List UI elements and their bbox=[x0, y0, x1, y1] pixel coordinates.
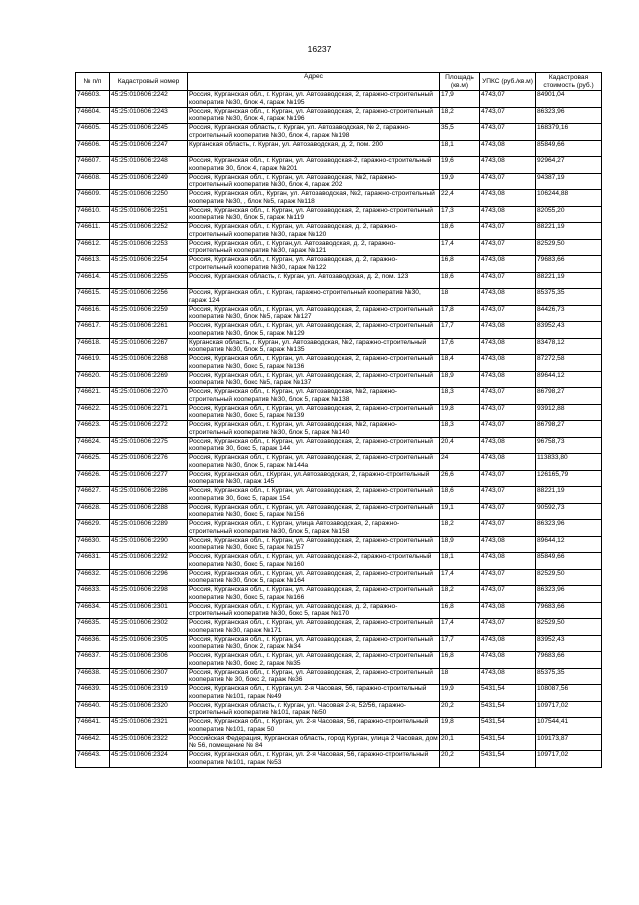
area: 16,8 bbox=[440, 652, 480, 669]
area: 16,8 bbox=[440, 256, 480, 273]
address: Россия, Курганская обл., г. Курган, ул. 2-я Часовая, 56, гаражно-строительный кооператив №101, гараж 50 bbox=[188, 718, 440, 735]
cadastral-cost: 90592,73 bbox=[536, 503, 602, 520]
area: 18 bbox=[440, 668, 480, 685]
cadastral-cost: 106244,88 bbox=[536, 190, 602, 207]
area: 19,1 bbox=[440, 503, 480, 520]
address: Россия, Курганская обл., г. Курган, ул. Автозаводская, 2, гаражно-строительный кооператив №30, блок 5, гараж №119 bbox=[188, 206, 440, 223]
address: Россия, Курганская обл., г. Курган, ул. Автозаводская, д. 2, гаражно-строительный кооператив №30, бокс 5, гараж №170 bbox=[188, 602, 440, 619]
cadastral-number: 45:25:010606:2306 bbox=[110, 652, 188, 669]
cadastral-number: 45:25:010606:2248 bbox=[110, 157, 188, 174]
upks: 4743,08 bbox=[480, 652, 536, 669]
address: Россия, Курганская обл., г. Курган, ул. Автозаводская, №2, гаражно-строительный кооператив №30, блок 5, гараж №140 bbox=[188, 421, 440, 438]
area: 24 bbox=[440, 454, 480, 471]
cadastral-value-table bbox=[75, 72, 602, 768]
upks: 4743,08 bbox=[480, 338, 536, 355]
cadastral-cost: 85849,66 bbox=[536, 140, 602, 157]
cadastral-number: 45:25:010606:2255 bbox=[110, 272, 188, 289]
row-num: 746609. bbox=[76, 190, 110, 207]
table-header-row bbox=[76, 73, 602, 91]
cadastral-number: 45:25:010606:2252 bbox=[110, 223, 188, 240]
table-row bbox=[76, 256, 602, 273]
upks: 5431,54 bbox=[480, 701, 536, 718]
cadastral-number: 45:25:010606:2242 bbox=[110, 91, 188, 108]
upks: 4743,08 bbox=[480, 322, 536, 339]
upks: 5431,54 bbox=[480, 734, 536, 751]
cadastral-cost: 113833,80 bbox=[536, 454, 602, 471]
area: 19,9 bbox=[440, 685, 480, 702]
row-num: 746634. bbox=[76, 602, 110, 619]
cadastral-cost: 86323,96 bbox=[536, 107, 602, 124]
upks: 4743,07 bbox=[480, 487, 536, 504]
row-num: 746637. bbox=[76, 652, 110, 669]
cadastral-number: 45:25:010606:2292 bbox=[110, 553, 188, 570]
header-area: Площадь (кв.м) bbox=[440, 73, 480, 91]
table-row bbox=[76, 388, 602, 405]
upks: 4743,07 bbox=[480, 404, 536, 421]
row-num: 746613. bbox=[76, 256, 110, 273]
upks: 4743,08 bbox=[480, 355, 536, 372]
cadastral-number: 45:25:010606:2290 bbox=[110, 536, 188, 553]
upks: 4743,07 bbox=[480, 239, 536, 256]
row-num: 746633. bbox=[76, 586, 110, 603]
cadastral-number: 45:25:010606:2322 bbox=[110, 734, 188, 751]
cadastral-number: 45:25:010606:2250 bbox=[110, 190, 188, 207]
upks: 4743,07 bbox=[480, 586, 536, 603]
area: 19,8 bbox=[440, 718, 480, 735]
address: Россия, Курганская обл., г. Курган, ул. Автозаводская, д. 2, гаражно-строительный кооператив №30, гараж №122 bbox=[188, 256, 440, 273]
cadastral-number: 45:25:010606:2275 bbox=[110, 437, 188, 454]
table-row bbox=[76, 421, 602, 438]
table-row bbox=[76, 338, 602, 355]
cadastral-number: 45:25:010606:2319 bbox=[110, 685, 188, 702]
table-row bbox=[76, 536, 602, 553]
area: 17,6 bbox=[440, 338, 480, 355]
table-row bbox=[76, 239, 602, 256]
row-num: 746639. bbox=[76, 685, 110, 702]
row-num: 746638. bbox=[76, 668, 110, 685]
upks: 4743,07 bbox=[480, 421, 536, 438]
table-row bbox=[76, 206, 602, 223]
area: 17,7 bbox=[440, 322, 480, 339]
cadastral-cost: 93912,88 bbox=[536, 404, 602, 421]
table-row bbox=[76, 289, 602, 306]
cadastral-cost: 79683,66 bbox=[536, 602, 602, 619]
table-row bbox=[76, 173, 602, 190]
cadastral-cost: 109717,02 bbox=[536, 701, 602, 718]
cadastral-cost: 83478,12 bbox=[536, 338, 602, 355]
cadastral-number: 45:25:010606:2268 bbox=[110, 355, 188, 372]
cadastral-number: 45:25:010606:2261 bbox=[110, 322, 188, 339]
row-num: 746636. bbox=[76, 635, 110, 652]
cadastral-number: 45:25:010606:2324 bbox=[110, 751, 188, 768]
upks: 4743,07 bbox=[480, 107, 536, 124]
row-num: 746611. bbox=[76, 223, 110, 240]
upks: 5431,54 bbox=[480, 685, 536, 702]
cadastral-number: 45:25:010606:2288 bbox=[110, 503, 188, 520]
area: 18,6 bbox=[440, 272, 480, 289]
upks: 4743,07 bbox=[480, 520, 536, 537]
table-row bbox=[76, 520, 602, 537]
address: Россия, Курганская обл., г. Курган, улица Автозаводская, 2, гаражно-строительный кооператив №30, блок 5, гараж №158 bbox=[188, 520, 440, 537]
cadastral-number: 45:25:010606:2256 bbox=[110, 289, 188, 306]
cadastral-cost: 85375,35 bbox=[536, 668, 602, 685]
table-row bbox=[76, 652, 602, 669]
table-row bbox=[76, 718, 602, 735]
address: Россия, Курганская обл., г. Курган, ул. Автозаводская, 2, гаражно-строительный кооператив №30, блок 5, гараж №129 bbox=[188, 322, 440, 339]
area: 19,9 bbox=[440, 173, 480, 190]
upks: 4743,07 bbox=[480, 272, 536, 289]
table-row bbox=[76, 272, 602, 289]
page-number: 16237 bbox=[307, 44, 332, 54]
upks: 5431,54 bbox=[480, 751, 536, 768]
cadastral-number: 45:25:010606:2276 bbox=[110, 454, 188, 471]
cadastral-cost: 109173,87 bbox=[536, 734, 602, 751]
row-num: 746640. bbox=[76, 701, 110, 718]
upks: 4743,08 bbox=[480, 635, 536, 652]
cadastral-number: 45:25:010606:2249 bbox=[110, 173, 188, 190]
cadastral-cost: 168379,16 bbox=[536, 124, 602, 141]
row-num: 746631. bbox=[76, 553, 110, 570]
cadastral-cost: 84426,73 bbox=[536, 305, 602, 322]
address: Россия, Курганская обл., г. Курган, ул. Автозаводская, 2, гаражно-строительный кооператив №30, бокс 5, гараж №139 bbox=[188, 404, 440, 421]
upks: 4743,08 bbox=[480, 454, 536, 471]
address: Россия, Курганская обл., г. Курган, ул. Автозаводская, 2, гаражно-строительный кооператив №30, бокс 5, гараж №156 bbox=[188, 503, 440, 520]
cadastral-cost: 85375,35 bbox=[536, 289, 602, 306]
row-num: 746621. bbox=[76, 388, 110, 405]
upks: 4743,08 bbox=[480, 437, 536, 454]
address: Россия, Курганская обл., г. Курган, гаражно-строительный кооператив №30, гараж 124 bbox=[188, 289, 440, 306]
cadastral-number: 45:25:010606:2254 bbox=[110, 256, 188, 273]
table-row bbox=[76, 487, 602, 504]
row-num: 746622. bbox=[76, 404, 110, 421]
row-num: 746630. bbox=[76, 536, 110, 553]
address: Россия, Курганская область, г. Курган, ул. Автозаводская, д. 2, пом. 123 bbox=[188, 272, 440, 289]
area: 19,8 bbox=[440, 404, 480, 421]
cadastral-cost: 126165,79 bbox=[536, 470, 602, 487]
row-num: 746606. bbox=[76, 140, 110, 157]
upks: 4743,08 bbox=[480, 289, 536, 306]
address: Россия, Курганская обл., г. Курган, ул. Автозаводская, 2, гаражно-строительный кооператив №30, блок 4, гараж №195 bbox=[188, 91, 440, 108]
row-num: 746623. bbox=[76, 421, 110, 438]
row-num: 746642. bbox=[76, 734, 110, 751]
cadastral-cost: 87272,58 bbox=[536, 355, 602, 372]
upks: 4743,07 bbox=[480, 388, 536, 405]
cadastral-number: 45:25:010606:2259 bbox=[110, 305, 188, 322]
address: Россия, Курганская обл., г. Курган, ул. Автозаводская, 2, гаражно-строительный кооператив №30, бокс №5, гараж №137 bbox=[188, 371, 440, 388]
table-row bbox=[76, 371, 602, 388]
upks: 4743,07 bbox=[480, 503, 536, 520]
cadastral-cost: 107544,41 bbox=[536, 718, 602, 735]
cadastral-number: 45:25:010606:2320 bbox=[110, 701, 188, 718]
address: Россия, Курганская обл., г. Курган, ул. Автозаводская, 2, гаражно-строительный кооператив №30, гараж №171 bbox=[188, 619, 440, 636]
area: 22,4 bbox=[440, 190, 480, 207]
table-row bbox=[76, 404, 602, 421]
header-cadastral-cost: Кадастровая стоимость (руб.) bbox=[536, 73, 602, 91]
area: 16,8 bbox=[440, 602, 480, 619]
header-address: Адрес bbox=[188, 73, 440, 91]
cadastral-number: 45:25:010606:2289 bbox=[110, 520, 188, 537]
row-num: 746625. bbox=[76, 454, 110, 471]
cadastral-cost: 79683,66 bbox=[536, 256, 602, 273]
upks: 4743,08 bbox=[480, 602, 536, 619]
area: 26,6 bbox=[440, 470, 480, 487]
row-num: 746617. bbox=[76, 322, 110, 339]
row-num: 746615. bbox=[76, 289, 110, 306]
upks: 4743,08 bbox=[480, 206, 536, 223]
area: 18,4 bbox=[440, 355, 480, 372]
table-row bbox=[76, 701, 602, 718]
upks: 4743,08 bbox=[480, 157, 536, 174]
cadastral-cost: 79683,66 bbox=[536, 652, 602, 669]
area: 18,3 bbox=[440, 388, 480, 405]
area: 35,5 bbox=[440, 124, 480, 141]
area: 18,1 bbox=[440, 553, 480, 570]
table-row bbox=[76, 586, 602, 603]
cadastral-cost: 92964,27 bbox=[536, 157, 602, 174]
upks: 4743,08 bbox=[480, 140, 536, 157]
table-row bbox=[76, 91, 602, 108]
area: 18,9 bbox=[440, 536, 480, 553]
cadastral-number: 45:25:010606:2296 bbox=[110, 569, 188, 586]
row-num: 746619. bbox=[76, 355, 110, 372]
area: 18,2 bbox=[440, 107, 480, 124]
address: Россия, Курганская обл., г.Курган, ул.Автозаводская, 2, гаражно-строительный кооператив №30, гараж 145 bbox=[188, 470, 440, 487]
cadastral-cost: 85849,66 bbox=[536, 553, 602, 570]
row-num: 746632. bbox=[76, 569, 110, 586]
address: Россия, Курганская область, г. Курган, ул. Автозаводская, № 2, гаражно-строительный кооператив №30, блок 4, гараж №198 bbox=[188, 124, 440, 141]
area: 17,4 bbox=[440, 239, 480, 256]
table-row bbox=[76, 734, 602, 751]
row-num: 746605. bbox=[76, 124, 110, 141]
row-num: 746629. bbox=[76, 520, 110, 537]
cadastral-number: 45:25:010606:2305 bbox=[110, 635, 188, 652]
table-row bbox=[76, 602, 602, 619]
cadastral-cost: 82529,50 bbox=[536, 619, 602, 636]
row-num: 746624. bbox=[76, 437, 110, 454]
cadastral-number: 45:25:010606:2272 bbox=[110, 421, 188, 438]
area: 17,9 bbox=[440, 91, 480, 108]
cadastral-cost: 82529,50 bbox=[536, 239, 602, 256]
upks: 4743,08 bbox=[480, 256, 536, 273]
area: 19,6 bbox=[440, 157, 480, 174]
address: Россия, Курганская обл., г. Курган, ул. Автозаводская, 2, гаражно-строительный кооператив 30, бокс 5, гараж 154 bbox=[188, 487, 440, 504]
row-num: 746626. bbox=[76, 470, 110, 487]
address: Россия, Курганская обл., г. Курган, ул. Автозаводская, 2, гаражно-строительный кооператив № 30, бокс 2, гараж №36 bbox=[188, 668, 440, 685]
row-num: 746627. bbox=[76, 487, 110, 504]
row-num: 746616. bbox=[76, 305, 110, 322]
table-row bbox=[76, 140, 602, 157]
row-num: 746610. bbox=[76, 206, 110, 223]
cadastral-cost: 88221,19 bbox=[536, 272, 602, 289]
table-row bbox=[76, 305, 602, 322]
row-num: 746603. bbox=[76, 91, 110, 108]
address: Россия, Курганская обл., г. Курган, ул. Автозаводская, 2, гаражно-строительный кооператив №30, блок 5, гараж №164 bbox=[188, 569, 440, 586]
area: 20,1 bbox=[440, 734, 480, 751]
table-row bbox=[76, 107, 602, 124]
address: Россия, Курганская обл., г. Курган, ул. Автозаводская, 2, гаражно-строительный кооператив №30, блок 5, гараж №144а bbox=[188, 454, 440, 471]
address: Россия, Курганская обл., г. Курган,ул. Автозаводская, д. 2, гаражно-строительный кооператив №30, гараж №121 bbox=[188, 239, 440, 256]
cadastral-cost: 108087,56 bbox=[536, 685, 602, 702]
cadastral-cost: 86798,27 bbox=[536, 421, 602, 438]
table-row bbox=[76, 685, 602, 702]
table-row bbox=[76, 751, 602, 768]
area: 18,3 bbox=[440, 421, 480, 438]
cadastral-number: 45:25:010606:2245 bbox=[110, 124, 188, 141]
header-upks: УПКС (руб./кв.м) bbox=[480, 73, 536, 91]
upks: 4743,07 bbox=[480, 619, 536, 636]
area: 18,9 bbox=[440, 371, 480, 388]
table-row bbox=[76, 190, 602, 207]
upks: 4743,07 bbox=[480, 91, 536, 108]
table-body bbox=[76, 91, 602, 768]
upks: 4743,07 bbox=[480, 470, 536, 487]
area: 17,8 bbox=[440, 305, 480, 322]
table-row bbox=[76, 157, 602, 174]
area: 20,4 bbox=[440, 437, 480, 454]
cadastral-number: 45:25:010606:2269 bbox=[110, 371, 188, 388]
address: Россия, Курганская обл., г. Курган, ул. Автозаводская, №2, гаражно-строительный кооператив №30, блок 5, гараж №138 bbox=[188, 388, 440, 405]
address: Россия, Курганская обл., г. Курган, ул. Автозаводская, д. 2, гаражно-строительный кооператив №30, гараж №120 bbox=[188, 223, 440, 240]
table-row bbox=[76, 322, 602, 339]
row-num: 746641. bbox=[76, 718, 110, 735]
table-row bbox=[76, 668, 602, 685]
row-num: 746614. bbox=[76, 272, 110, 289]
table-row bbox=[76, 355, 602, 372]
address: Курганская область, г. Курган, ул. Автозаводская, №2, гаражно-строительный кооператив №30, блок 5, гараж №135 bbox=[188, 338, 440, 355]
area: 18,6 bbox=[440, 223, 480, 240]
cadastral-cost: 89644,12 bbox=[536, 536, 602, 553]
upks: 4743,08 bbox=[480, 668, 536, 685]
cadastral-number: 45:25:010606:2247 bbox=[110, 140, 188, 157]
cadastral-number: 45:25:010606:2270 bbox=[110, 388, 188, 405]
cadastral-number: 45:25:010606:2267 bbox=[110, 338, 188, 355]
table-row bbox=[76, 635, 602, 652]
cadastral-cost: 86798,27 bbox=[536, 388, 602, 405]
upks: 4743,07 bbox=[480, 569, 536, 586]
cadastral-cost: 82055,20 bbox=[536, 206, 602, 223]
cadastral-number: 45:25:010606:2271 bbox=[110, 404, 188, 421]
area: 18,6 bbox=[440, 487, 480, 504]
address: Россия, Курганская обл., г. Курган, ул. Автозаводская, 2, гаражно-строительный кооператив №30, бокс 2, гараж №35 bbox=[188, 652, 440, 669]
row-num: 746618. bbox=[76, 338, 110, 355]
area: 17,4 bbox=[440, 569, 480, 586]
cadastral-number: 45:25:010606:2321 bbox=[110, 718, 188, 735]
address: Курганская область, г. Курган, ул. Автозаводская, д. 2, пом. 200 bbox=[188, 140, 440, 157]
row-num: 746608. bbox=[76, 173, 110, 190]
cadastral-number: 45:25:010606:2301 bbox=[110, 602, 188, 619]
address: Россия, Курганская обл., г. Курган, ул. Автозаводская, 2, гаражно-строительный кооператив №30, блок 4, гараж №196 bbox=[188, 107, 440, 124]
address: Россия, Курганская обл., г. Курган, ул. Автозаводская, 2, гаражно-строительный кооператив 30, бокс 5, гараж 144 bbox=[188, 437, 440, 454]
area: 18,2 bbox=[440, 520, 480, 537]
area: 17,4 bbox=[440, 619, 480, 636]
cadastral-cost: 83952,43 bbox=[536, 635, 602, 652]
cadastral-number: 45:25:010606:2307 bbox=[110, 668, 188, 685]
address: Россия, Курганская обл., г. Курган, ул. Автозаводская, 2, гаражно-строительный кооператив №30, бокс 5, гараж №157 bbox=[188, 536, 440, 553]
row-num: 746643. bbox=[76, 751, 110, 768]
cadastral-number: 45:25:010606:2277 bbox=[110, 470, 188, 487]
row-num: 746635. bbox=[76, 619, 110, 636]
cadastral-cost: 88221,19 bbox=[536, 487, 602, 504]
upks: 4743,07 bbox=[480, 223, 536, 240]
area: 18 bbox=[440, 289, 480, 306]
cadastral-number: 45:25:010606:2298 bbox=[110, 586, 188, 603]
upks: 5431,54 bbox=[480, 718, 536, 735]
upks: 4743,08 bbox=[480, 371, 536, 388]
table-row bbox=[76, 619, 602, 636]
upks: 4743,07 bbox=[480, 124, 536, 141]
address: Россия, Курганская обл., г. Курган,ул. 2-я Часовая, 56, гаражно-строительный кооператив №101, гараж №49 bbox=[188, 685, 440, 702]
header-num: № п/п bbox=[76, 73, 110, 91]
table-row bbox=[76, 470, 602, 487]
cadastral-cost: 96758,73 bbox=[536, 437, 602, 454]
cadastral-number: 45:25:010606:2243 bbox=[110, 107, 188, 124]
cadastral-cost: 86323,96 bbox=[536, 520, 602, 537]
cadastral-number: 45:25:010606:2302 bbox=[110, 619, 188, 636]
cadastral-number: 45:25:010606:2251 bbox=[110, 206, 188, 223]
address: Россия, Курганская обл., г. Курган, ул. Автозаводская-2, гаражно-строительный кооператив 30, блок 4, гараж №201 bbox=[188, 157, 440, 174]
address: Россия, Курганская обл., г. Курган, ул. Автозаводская, 2, гаражно-строительный кооператив №30, блок №5, гараж №127 bbox=[188, 305, 440, 322]
cadastral-cost: 109717,02 bbox=[536, 751, 602, 768]
table-row bbox=[76, 553, 602, 570]
address: Россия, Курганская обл., г. Курган, ул. Автозаводская-2, гаражно-строительный кооператив №30, бокс 5, гараж №160 bbox=[188, 553, 440, 570]
address: Россия, Курганская обл., г. Курган, ул. Автозаводская, 2, гаражно-строительный кооператив №30, блок 2, гараж №34 bbox=[188, 635, 440, 652]
address: Российская Федерация, Курганская область, город Курган, улица 2 Часовая, дом № 56, помещение № 84 bbox=[189, 734, 438, 750]
row-num: 746604. bbox=[76, 107, 110, 124]
area: 17,7 bbox=[440, 635, 480, 652]
cadastral-number: 45:25:010606:2253 bbox=[110, 239, 188, 256]
row-num: 746628. bbox=[76, 503, 110, 520]
row-num: 746612. bbox=[76, 239, 110, 256]
address: Россия, Курганская обл., г. Курган, ул. Автозаводская, №2, гаражно-строительный кооператив №30, блок 4, гараж 202 bbox=[188, 173, 440, 190]
area: 17,3 bbox=[440, 206, 480, 223]
cadastral-cost: 88221,19 bbox=[536, 223, 602, 240]
table-row bbox=[76, 437, 602, 454]
address: Россия, Курганская обл., г. Курган, ул. Автозаводская, 2, гаражно-строительный кооператив №30, бокс 5, гараж №166 bbox=[188, 586, 440, 603]
cadastral-cost: 84901,04 bbox=[536, 91, 602, 108]
upks: 4743,07 bbox=[480, 173, 536, 190]
address: Россия, Курганская область, г. Курган, ул. Часовая 2-я, 52/56, гаражно-строительный кооператив №101, гараж №50 bbox=[188, 701, 440, 718]
table-row bbox=[76, 124, 602, 141]
upks: 4743,08 bbox=[480, 536, 536, 553]
address: Россия, Курганская обл., г. Курган, ул. Автозаводская, 2, гаражно-строительный кооператив №30, бокс 5, гараж №136 bbox=[188, 355, 440, 372]
cadastral-cost: 82529,50 bbox=[536, 569, 602, 586]
area: 18,2 bbox=[440, 586, 480, 603]
cadastral-cost: 89644,12 bbox=[536, 371, 602, 388]
table-row bbox=[76, 569, 602, 586]
address: Россия, Курганская обл., Курган, ул. Автозаводская, №2, гаражно-строительный кооператив №30, , блок №5, гараж №118 bbox=[188, 190, 440, 207]
row-num: 746607. bbox=[76, 157, 110, 174]
table-row bbox=[76, 223, 602, 240]
upks: 4743,08 bbox=[480, 190, 536, 207]
address: Россия, Курганская обл., г. Курган, ул. 2-я Часовая, 56, гаражно-строительный кооператив №101, гараж №53 bbox=[188, 751, 440, 768]
cadastral-cost: 83952,43 bbox=[536, 322, 602, 339]
cadastral-cost: 86323,96 bbox=[536, 586, 602, 603]
cadastral-number: 45:25:010606:2286 bbox=[110, 487, 188, 504]
table-row bbox=[76, 454, 602, 471]
table-row bbox=[76, 503, 602, 520]
cadastral-cost: 94387,19 bbox=[536, 173, 602, 190]
upks: 4743,08 bbox=[480, 553, 536, 570]
header-cadastral-number: Кадастровый номер bbox=[110, 73, 188, 91]
row-num: 746620. bbox=[76, 371, 110, 388]
area: 18,1 bbox=[440, 140, 480, 157]
area: 20,2 bbox=[440, 701, 480, 718]
upks: 4743,07 bbox=[480, 305, 536, 322]
area: 20,2 bbox=[440, 751, 480, 768]
